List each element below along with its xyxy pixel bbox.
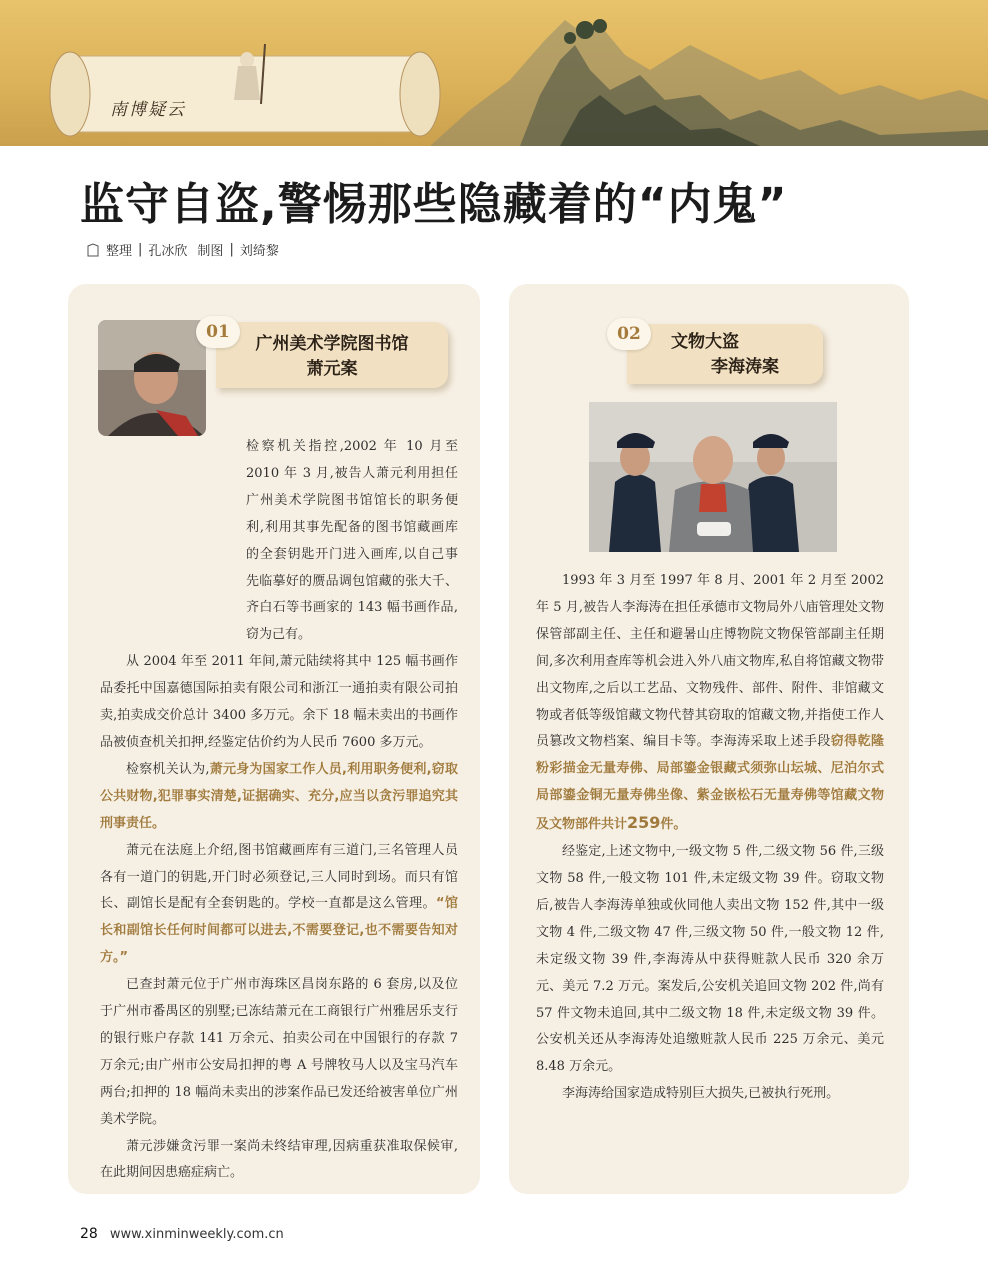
organizer-label: 整理	[106, 244, 133, 259]
suspect-photo	[589, 402, 837, 552]
suspect-photo	[98, 320, 206, 436]
document-icon	[86, 243, 100, 257]
paragraph: 李海涛给国家造成特别巨大损失,已被执行死刑。	[562, 1086, 840, 1102]
paragraph: 萧元在法庭上介绍,图书馆藏画库有三道门,三名管理人员各有一道门的钥匙,开门时必须登记,三人同时到场。而只有馆长、副馆长是配有全套钥匙的。学校一直都是这么管理。“馆长和副馆长任何时间都可以进去,不需要登记,也不需要告知对方。”	[100, 842, 458, 966]
page-number: 28	[80, 1226, 98, 1242]
website-url: www.xinminweekly.com.cn	[109, 1227, 284, 1242]
case-card-2	[509, 284, 909, 1194]
case-card-1	[68, 284, 480, 1194]
highlight-quote: “馆长和副馆长任何时间都可以进去,不需要登记,也不需要告知对方。”	[100, 896, 458, 966]
case-2-header	[617, 324, 823, 384]
organizer-name: 孔冰欣	[148, 244, 188, 259]
case-1-header	[206, 322, 448, 388]
case-2-body	[536, 568, 884, 1108]
highlight-text: 窃得乾隆粉彩描金无量寿佛、局部鎏金银藏式须弥山坛城、尼泊尔式局部鎏金铜无量寿佛坐像、紫金嵌松石无量寿佛等馆藏文物及文物部件共计259件。	[536, 734, 884, 833]
page-footer	[80, 1226, 284, 1242]
paragraph: 1993 年 3 月至 1997 年 8 月、2001 年 2 月至 2002 年 5 月,被告人李海涛在担任承德市文物局外八庙管理处文物保管部副主任、主任和避暑山庄博物院文物保管部副主任期间,多次利用查库等机会进入外八庙文物库,私自将馆藏文物带出文物库,之后以工艺品、文物残件、部件、附件、非馆藏文物或者低等级馆藏文物代替其窃取的馆藏文物,并指使工作人员篡改文物档案、编目卡等。李海涛采取上述手段窃得乾隆粉彩描金无量寿佛、局部鎏金银藏式须弥山坛城、尼泊尔式局部鎏金铜无量寿佛坐像、紫金嵌松石无量寿佛等馆藏文物及文物部件共计259件。	[536, 573, 884, 833]
header-banner	[0, 0, 988, 146]
landscape-illustration	[0, 0, 988, 146]
divider: |	[229, 242, 234, 257]
paragraph: 萧元涉嫌贪污罪一案尚未终结审理,因病重获准取保候审,在此期间因患癌症病亡。	[100, 1138, 458, 1181]
case-2-number: 02	[607, 318, 651, 350]
page-title: 监守自盗,警惕那些隐藏着的“内鬼”	[80, 179, 788, 230]
case-1-number: 01	[196, 316, 240, 348]
section-label: 南博疑云	[110, 100, 186, 120]
credits	[86, 240, 279, 259]
divider: |	[138, 242, 143, 257]
highlight-text: 萧元身为国家工作人员,利用职务便利,窃取公共财物,犯罪事实清楚,证据确实、充分,应当以贪污罪追究其刑事责任。	[100, 761, 458, 831]
paragraph: 检察机关指控,2002 年 10 月至 2010 年 3 月,被告人萧元利用担任广州美术学院图书馆馆长的职务便利,利用其事先配备的图书馆藏画库的全套钥匙开门进入画库,以自己事先临摹好的赝品调包馆藏的张大千、齐白石等书画家的 143 幅书画作品,窃为己有。	[246, 439, 458, 643]
highlight-count: 259	[627, 813, 661, 833]
paragraph: 检察机关认为,萧元身为国家工作人员,利用职务便利,窃取公共财物,犯罪事实清楚,证据确实、充分,应当以贪污罪追究其刑事责任。	[100, 761, 458, 831]
case-1-title: 广州美术学院图书馆 萧元案	[255, 334, 409, 379]
paragraph: 从 2004 年至 2011 年间,萧元陆续将其中 125 幅书画作品委托中国嘉德国际拍卖有限公司和浙江一通拍卖有限公司拍卖,拍卖成交价总计 3400 多万元。余下 18 幅未卖出的书画作品被侦查机关扣押,经鉴定估价约为人民币 7600 多万元。	[100, 654, 458, 750]
paragraph: 已查封萧元位于广州市海珠区昌岗东路的 6 套房,以及位于广州市番禺区的别墅;已冻结萧元在工商银行广州雅居乐支行的银行账户存款 141 万余元、拍卖公司在中国银行的存款 7 万余元;由广州市公安局扣押的粤 A 号牌牧马人以及宝马汽车两台;扣押的 18 幅尚未卖出的涉案作品已发还给被害单位广州美术学院。	[100, 977, 458, 1127]
case-2-title: 文物大盗 李海涛案	[671, 332, 779, 377]
graphics-label: 制图	[197, 244, 224, 259]
paragraph: 经鉴定,上述文物中,一级文物 5 件,二级文物 56 件,三级文物 58 件,一般文物 101 件,未定级文物 39 件。窃取文物后,被告人李海涛单独或伙同他人卖出文物 152 件,其中一级文物 4 件,二级文物 47 件,三级文物 50 件,一般文物 12 件,未定级文物 39 件,李海涛从中获得赃款人民币 320 余万元、美元 7.2 万元。案发后,公安机关追回文物 202 件,尚有 57 件文物未追回,其中二级文物 18 件,未定级文物 39 件。公安机关还从李海涛处追缴赃款人民币 225 万余元、美元 8.48 万余元。	[536, 844, 884, 1075]
graphics-name: 刘绮黎	[239, 244, 279, 259]
case-1-body	[100, 434, 458, 1187]
